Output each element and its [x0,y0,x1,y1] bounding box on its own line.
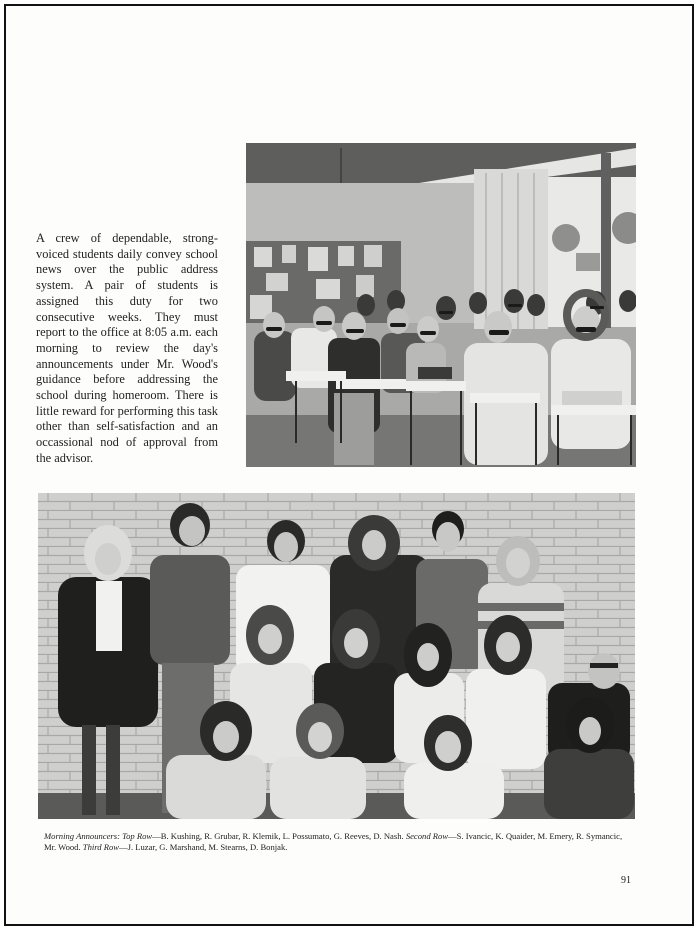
caption-row2-names: S. Ivancic, K. Quaider, M. Emery, R. Symancic, Mr. Wood. [44,831,623,852]
caption-row1-label: Top Row [122,831,153,841]
photo-caption: Morning Announcers: Top Row—B. Kushing, R. Grubar, R. Klemik, L. Possumato, G. Reeves, D. Nash. Second Row—S. Ivancic, K. Quaider, M. Emery, R. Symancic, Mr. Wood. Third Row—J. Luzar, G. Marshand, M. Stearns, D. Bonjak. [44,831,623,852]
caption-heading: Morning Announcers: [44,831,120,841]
caption-row1-names: B. Kushing, R. Grubar, R. Klemik, L. Possumato, G. Reeves, D. Nash. [160,831,404,841]
intro-paragraph: A crew of dependable, strong-voiced students daily convey school news over the public address system. A pair of students is assigned this duty for two consecutive weeks. They must report to the office at 8:05 a.m. each morning to review the day's announcements under Mr. Wood's guidance before addressing the school during homeroom. There is little reward for performing this task other than self-satisfaction and an occassional nod of approval from the advisor. [36,231,218,465]
classroom-photo [246,143,636,467]
caption-row2-label: Second Row [405,831,449,841]
caption-row3-label: Third Row [82,842,120,852]
page-number: 91 [621,875,631,886]
group-photo [38,493,635,819]
caption-row3-names: J. Luzar, G. Marshand, M. Stearns, D. Bonjak. [127,842,288,852]
